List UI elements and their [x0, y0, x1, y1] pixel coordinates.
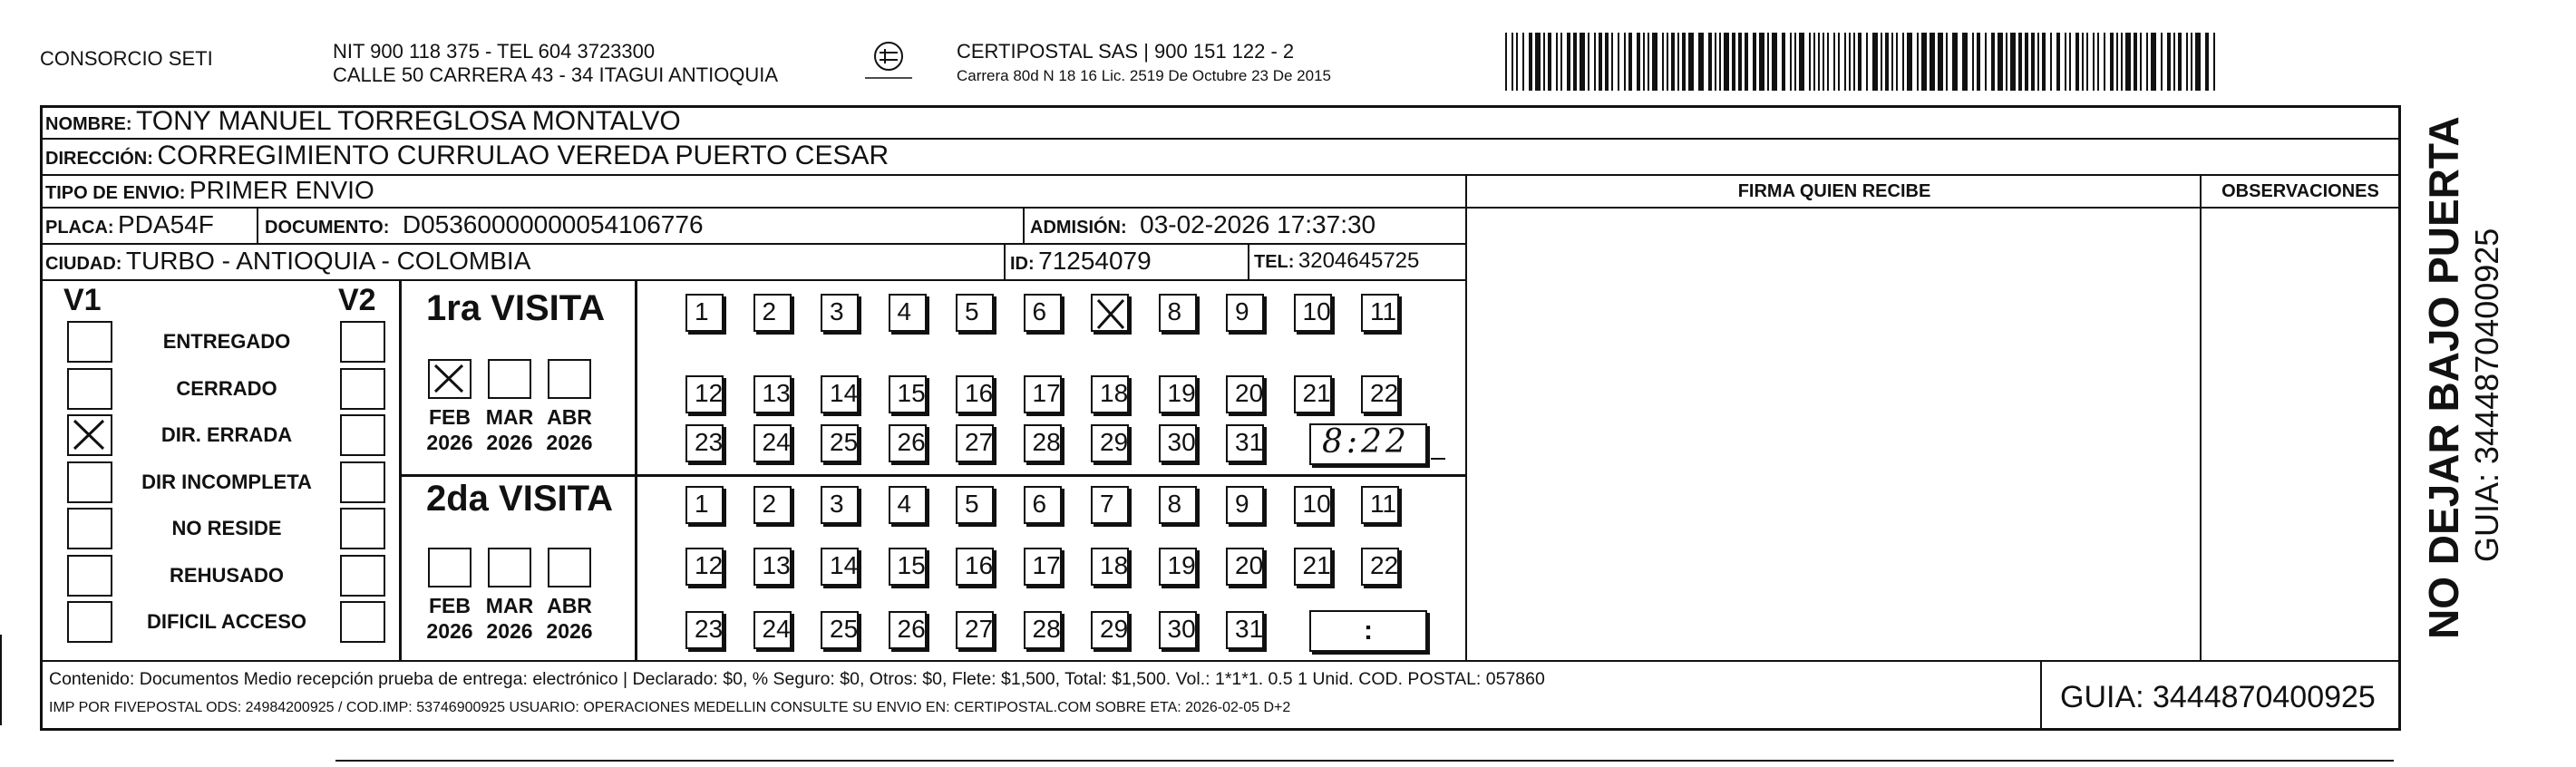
- day-box[interactable]: [685, 611, 724, 649]
- status-label: ENTREGADO: [162, 330, 291, 353]
- day-number: 30: [1167, 615, 1196, 643]
- id-line: [1010, 247, 1152, 276]
- month-checkbox[interactable]: [548, 548, 591, 587]
- placa-label: PLACA:: [45, 218, 114, 238]
- address-line: CALLE 50 CARRERA 43 - 34 ITAGUI ANTIOQUIA: [333, 63, 779, 86]
- observaciones-header: [2202, 176, 2399, 209]
- day-box[interactable]: [1226, 611, 1264, 649]
- day-number: 22: [1370, 379, 1399, 407]
- direccion-line: [45, 141, 889, 171]
- x-mark-icon: [69, 416, 111, 454]
- status-label: CERRADO: [176, 376, 277, 400]
- month-label: [481, 404, 539, 455]
- company-name: CONSORCIO SETI: [40, 47, 213, 70]
- month-year: 2026: [426, 431, 473, 454]
- day-box[interactable]: [1024, 486, 1062, 524]
- day-number: 16: [965, 551, 994, 579]
- day-number: 23: [695, 615, 724, 643]
- id-divider: [1004, 245, 1006, 279]
- day-box[interactable]: [956, 375, 994, 413]
- second-time-placeholder: :: [1364, 616, 1373, 646]
- v2-checkbox[interactable]: [340, 321, 385, 363]
- v1-checkbox[interactable]: [67, 555, 112, 597]
- day-box[interactable]: [1159, 611, 1197, 649]
- nombre-label: NOMBRE:: [45, 114, 132, 134]
- day-box[interactable]: [1024, 611, 1062, 649]
- month-checkbox[interactable]: [548, 359, 591, 399]
- nombre-line: [45, 106, 681, 137]
- day-box[interactable]: [1091, 375, 1129, 413]
- day-box[interactable]: [1361, 294, 1399, 332]
- day-number: 22: [1370, 551, 1399, 579]
- day-box[interactable]: [753, 486, 792, 524]
- observaciones-label: OBSERVACIONES: [2221, 180, 2379, 201]
- barcode: [1505, 33, 2221, 91]
- day-number: 19: [1167, 379, 1196, 407]
- day-box[interactable]: [1091, 548, 1129, 586]
- month-label: [540, 404, 598, 455]
- tipo-value: PRIMER ENVIO: [189, 176, 374, 204]
- day-number: 29: [1100, 615, 1129, 643]
- v1-checkbox[interactable]: [67, 461, 112, 503]
- month-checkbox[interactable]: [488, 548, 531, 587]
- v2-label: V2: [338, 283, 376, 317]
- ciudad-value: TURBO - ANTIOQUIA - COLOMBIA: [125, 247, 531, 275]
- day-number: 8: [1167, 490, 1182, 518]
- day-number: 6: [1032, 297, 1047, 325]
- day-box[interactable]: [1226, 548, 1264, 586]
- checks-divider: [399, 281, 402, 660]
- tel-label: TEL:: [1254, 252, 1295, 272]
- day-number: 5: [965, 297, 979, 325]
- day-number: 17: [1032, 379, 1061, 407]
- v2-checkbox[interactable]: [340, 461, 385, 503]
- day-box[interactable]: [821, 424, 859, 462]
- v1-checkbox[interactable]: [67, 508, 112, 549]
- v1-checkbox[interactable]: [67, 601, 112, 643]
- day-number: 11: [1370, 490, 1397, 518]
- status-label: DIR. ERRADA: [160, 423, 293, 446]
- first-visit-title: 1ra VISITA: [426, 288, 606, 328]
- documento-line: [265, 210, 704, 239]
- day-box[interactable]: [1159, 375, 1197, 413]
- month-checkbox[interactable]: [428, 359, 471, 399]
- day-box[interactable]: [1294, 486, 1332, 524]
- day-box[interactable]: [889, 294, 927, 332]
- day-box[interactable]: [889, 548, 927, 586]
- day-number: 12: [695, 551, 724, 579]
- v1-checkbox[interactable]: [67, 368, 112, 410]
- day-number: 20: [1235, 379, 1264, 407]
- v1-label: V1: [63, 283, 102, 317]
- month-name: FEB: [429, 405, 471, 429]
- month-name: MAR: [485, 594, 534, 617]
- admision-line: [1030, 210, 1375, 239]
- day-number: 1: [695, 297, 709, 325]
- second-visit-title: 2da VISITA: [426, 479, 613, 519]
- admision-divider: [1023, 209, 1025, 243]
- firma-header: [1467, 176, 2202, 209]
- x-mark-icon: [1093, 296, 1131, 334]
- day-number: 25: [830, 615, 859, 643]
- status-label: DIFICIL ACCESO: [146, 610, 306, 633]
- day-box[interactable]: [956, 548, 994, 586]
- day-number: 2: [762, 490, 777, 518]
- day-number: 29: [1100, 428, 1129, 456]
- day-number: 7: [1100, 490, 1114, 518]
- tel-divider: [1248, 245, 1249, 279]
- day-number: 23: [695, 428, 724, 456]
- day-box[interactable]: [889, 375, 927, 413]
- nit-line: NIT 900 118 375 - TEL 604 3723300: [333, 40, 656, 63]
- day-number: 31: [1235, 615, 1264, 643]
- tipo-label: TIPO DE ENVIO:: [45, 183, 186, 203]
- day-box[interactable]: [1091, 424, 1129, 462]
- day-number: 15: [897, 379, 926, 407]
- day-box[interactable]: [956, 486, 994, 524]
- day-box[interactable]: [1159, 548, 1197, 586]
- day-box[interactable]: [956, 424, 994, 462]
- day-box[interactable]: [1294, 375, 1332, 413]
- day-number: 25: [830, 428, 859, 456]
- day-number: 27: [965, 428, 994, 456]
- nombre-value: TONY MANUEL TORREGLOSA MONTALVO: [136, 106, 681, 136]
- tel-line: [1254, 248, 1419, 274]
- day-number: 9: [1235, 490, 1249, 518]
- footer-line1: Contenido: Documentos Medio recepción prueba de entrega: electrónico | Declarado: $0, % Seguro: $0, Otros: $0, Flete: $1,500, Total: $1,500. Vol.: 1*1*1. 0.5 1 Unid. COD. POSTAL: 057860: [49, 669, 1545, 689]
- day-box[interactable]: [889, 424, 927, 462]
- day-box[interactable]: [889, 611, 927, 649]
- v2-checkbox[interactable]: [340, 368, 385, 410]
- observaciones-left-border: [2200, 176, 2202, 660]
- firma-label: FIRMA QUIEN RECIBE: [1737, 180, 1931, 201]
- admision-value: 03-02-2026 17:37:30: [1140, 210, 1376, 238]
- month-label: [481, 593, 539, 644]
- v2-checkbox[interactable]: [340, 555, 385, 597]
- first-time-box[interactable]: [1309, 423, 1427, 465]
- day-number: 14: [830, 551, 859, 579]
- month-year: 2026: [486, 431, 533, 454]
- day-box[interactable]: [821, 611, 859, 649]
- side-warning: NO DEJAR BAJO PUERTA: [2420, 116, 2467, 639]
- day-box[interactable]: [753, 294, 792, 332]
- day-number: 24: [762, 428, 791, 456]
- month-checkbox[interactable]: [488, 359, 531, 399]
- day-number: 3: [830, 490, 844, 518]
- day-number: 10: [1302, 490, 1331, 518]
- tipo-line: [45, 176, 374, 205]
- day-number: 3: [830, 297, 844, 325]
- day-number: 13: [762, 379, 791, 407]
- day-number: 4: [897, 297, 912, 325]
- id-label: ID:: [1010, 254, 1035, 274]
- day-box[interactable]: [1024, 375, 1062, 413]
- second-time-box[interactable]: [1309, 610, 1427, 652]
- day-box[interactable]: [1294, 548, 1332, 586]
- first-time-handwritten: 8:22: [1322, 423, 1410, 461]
- day-box[interactable]: [821, 375, 859, 413]
- day-box[interactable]: [1226, 294, 1264, 332]
- placa-value: PDA54F: [118, 210, 214, 238]
- month-year: 2026: [486, 619, 533, 643]
- day-number: 13: [762, 551, 791, 579]
- day-box[interactable]: [1294, 294, 1332, 332]
- x-mark-icon: [430, 361, 470, 397]
- month-label: [540, 593, 598, 644]
- v1-checkbox[interactable]: [67, 321, 112, 363]
- day-box[interactable]: [821, 486, 859, 524]
- day-number: 28: [1032, 428, 1061, 456]
- day-number: 1: [695, 490, 709, 518]
- months-divider: [635, 281, 637, 660]
- day-box[interactable]: [753, 375, 792, 413]
- month-year: 2026: [546, 619, 593, 643]
- month-name: MAR: [485, 405, 534, 429]
- day-box[interactable]: [1024, 294, 1062, 332]
- day-number: 5: [965, 490, 979, 518]
- day-number: 20: [1235, 551, 1264, 579]
- day-box[interactable]: [1361, 486, 1399, 524]
- day-number: 9: [1235, 297, 1249, 325]
- certipostal-line2: Carrera 80d N 18 16 Lic. 2519 De Octubre 23 De 2015: [957, 67, 1331, 84]
- side-guia: GUIA: 3444870400925: [2468, 228, 2505, 562]
- left-edge-rule: [0, 635, 2, 725]
- day-box[interactable]: [753, 424, 792, 462]
- month-name: ABR: [547, 594, 592, 617]
- ciudad-label: CIUDAD:: [45, 254, 122, 274]
- day-number: 2: [762, 297, 777, 325]
- tel-value: 3204645725: [1298, 248, 1420, 273]
- time-tick: [1431, 458, 1445, 460]
- day-box[interactable]: [1159, 486, 1197, 524]
- placa-divider: [257, 209, 258, 243]
- day-box[interactable]: [889, 486, 927, 524]
- day-number: 12: [695, 379, 724, 407]
- day-number: 10: [1302, 297, 1331, 325]
- footer-top-border: [40, 660, 2401, 662]
- day-box[interactable]: [753, 611, 792, 649]
- day-number: 24: [762, 615, 791, 643]
- day-number: 26: [897, 615, 926, 643]
- month-year: 2026: [426, 619, 473, 643]
- id-value: 71254079: [1038, 247, 1152, 275]
- day-number: 18: [1100, 379, 1129, 407]
- footer-line2: IMP POR FIVEPOSTAL ODS: 24984200925 / COD.IMP: 53746900925 USUARIO: OPERACIONES MEDELLIN CONSULTE SU ENVIO EN: CERTIPOSTAL.COM SOBRE ETA: 2026-02-05 D+2: [49, 700, 1291, 715]
- v1-checkbox[interactable]: [67, 414, 112, 456]
- day-number: 28: [1032, 615, 1061, 643]
- direccion-label: DIRECCIÓN:: [45, 149, 153, 169]
- day-number: 17: [1032, 551, 1061, 579]
- day-box[interactable]: [1091, 611, 1129, 649]
- day-number: 15: [897, 551, 926, 579]
- day-number: 31: [1235, 428, 1264, 456]
- footer-guia: GUIA: 3444870400925: [2060, 680, 2376, 714]
- day-box[interactable]: [1361, 548, 1399, 586]
- day-box[interactable]: [1024, 424, 1062, 462]
- day-box[interactable]: [685, 424, 724, 462]
- month-label: [421, 593, 479, 644]
- month-name: FEB: [429, 594, 471, 617]
- status-label: NO RESIDE: [171, 517, 282, 539]
- day-box[interactable]: [956, 611, 994, 649]
- day-number: 30: [1167, 428, 1196, 456]
- day-box[interactable]: [685, 294, 724, 332]
- certipostal-logo: [861, 40, 916, 85]
- day-box[interactable]: [685, 548, 724, 586]
- day-number: 27: [965, 615, 994, 643]
- direccion-value: CORREGIMIENTO CURRULAO VEREDA PUERTO CESAR: [157, 141, 889, 170]
- day-number: 16: [965, 379, 994, 407]
- firma-left-border: [1465, 176, 1467, 660]
- day-box[interactable]: [753, 548, 792, 586]
- day-box[interactable]: [1091, 294, 1129, 332]
- day-box[interactable]: [1159, 424, 1197, 462]
- footer-guia-divider: [2040, 660, 2042, 731]
- day-box[interactable]: [1361, 375, 1399, 413]
- day-number: 4: [897, 490, 912, 518]
- documento-value: D05360000000054106776: [402, 210, 704, 238]
- ciudad-line: [45, 247, 530, 276]
- month-label: [421, 404, 479, 455]
- day-box[interactable]: [1226, 375, 1264, 413]
- documento-label: DOCUMENTO:: [265, 218, 390, 238]
- day-box[interactable]: [685, 375, 724, 413]
- bottom-rule: [335, 760, 2394, 762]
- day-box[interactable]: [1159, 294, 1197, 332]
- admision-label: ADMISIÓN:: [1030, 218, 1127, 238]
- v2-checkbox[interactable]: [340, 601, 385, 643]
- day-box[interactable]: [685, 486, 724, 524]
- placa-line: [45, 210, 214, 239]
- day-box[interactable]: [1226, 424, 1264, 462]
- day-number: 8: [1167, 297, 1182, 325]
- v2-checkbox[interactable]: [340, 508, 385, 549]
- day-box[interactable]: [1226, 486, 1264, 524]
- day-number: 19: [1167, 551, 1196, 579]
- day-number: 11: [1370, 297, 1397, 325]
- day-number: 21: [1302, 379, 1331, 407]
- day-number: 21: [1302, 551, 1331, 579]
- day-box[interactable]: [821, 548, 859, 586]
- day-box[interactable]: [1024, 548, 1062, 586]
- v2-checkbox[interactable]: [340, 414, 385, 456]
- day-box[interactable]: [1091, 486, 1129, 524]
- month-checkbox[interactable]: [428, 548, 471, 587]
- certipostal-line1: CERTIPOSTAL SAS | 900 151 122 - 2: [957, 40, 1295, 63]
- day-number: 6: [1032, 490, 1047, 518]
- day-number: 18: [1100, 551, 1129, 579]
- status-label: DIR INCOMPLETA: [141, 470, 312, 493]
- day-box[interactable]: [821, 294, 859, 332]
- month-year: 2026: [546, 431, 593, 454]
- visit-divider: [399, 474, 1465, 477]
- status-label: REHUSADO: [170, 563, 284, 587]
- month-name: ABR: [547, 405, 592, 429]
- day-box[interactable]: [956, 294, 994, 332]
- day-number: 26: [897, 428, 926, 456]
- day-number: 14: [830, 379, 859, 407]
